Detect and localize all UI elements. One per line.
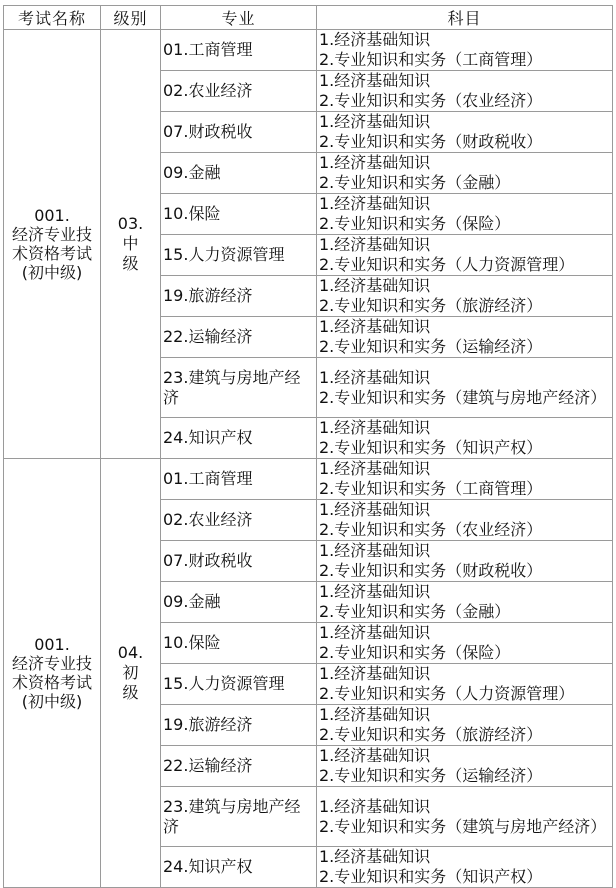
- subject-cell: [317, 541, 613, 582]
- major-cell: 01.工商管理: [161, 30, 317, 71]
- subject-line-2: 2.专业知识和实务（财政税收）: [319, 561, 543, 580]
- subject-line-1: 1.经济基础知识: [319, 235, 431, 254]
- exam-name-text: 001. 经济专业技术资格考试(初中级): [11, 635, 92, 711]
- major-cell: 09.金融: [161, 582, 317, 623]
- subject-line-2: 2.专业知识和实务（农业经济）: [319, 520, 543, 539]
- level-cell: [101, 30, 161, 459]
- subject-cell: [317, 358, 613, 418]
- subject-line-1: 1.经济基础知识: [319, 71, 431, 90]
- major-cell: 10.保险: [161, 194, 317, 235]
- subject-line-2: 2.专业知识和实务（知识产权）: [319, 438, 543, 457]
- major-cell: 02.农业经济: [161, 500, 317, 541]
- major-cell: 22.运输经济: [161, 746, 317, 787]
- level-cell: [101, 459, 161, 888]
- table-row: [4, 30, 613, 71]
- subject-cell: [317, 153, 613, 194]
- subject-cell: [317, 30, 613, 71]
- subject-line-1: 1.经济基础知识: [319, 418, 431, 437]
- subject-line-1: 1.经济基础知识: [319, 500, 431, 519]
- exam-name-cell: [4, 30, 101, 459]
- major-cell: 09.金融: [161, 153, 317, 194]
- subject-cell: [317, 787, 613, 847]
- subject-cell: [317, 664, 613, 705]
- exam-name-text: 001. 经济专业技术资格考试(初中级): [11, 206, 92, 282]
- subject-line-1: 1.经济基础知识: [319, 746, 431, 765]
- header-major: 专业: [161, 6, 317, 30]
- subject-line-1: 1.经济基础知识: [319, 153, 431, 172]
- table-body: [4, 30, 613, 888]
- subject-cell: [317, 459, 613, 500]
- subject-line-2: 2.专业知识和实务（保险）: [319, 214, 511, 233]
- major-cell: 22.运输经济: [161, 317, 317, 358]
- major-cell: 15.人力资源管理: [161, 664, 317, 705]
- major-cell: 02.农业经济: [161, 71, 317, 112]
- major-cell: 23.建筑与房地产经济: [161, 358, 317, 418]
- header-subject: 科目: [317, 6, 613, 30]
- subject-cell: [317, 500, 613, 541]
- subject-cell: [317, 623, 613, 664]
- subject-line-2: 2.专业知识和实务（财政税收）: [319, 132, 543, 151]
- subject-cell: [317, 582, 613, 623]
- subject-line-2: 2.专业知识和实务（金融）: [319, 173, 511, 192]
- subject-cell: [317, 112, 613, 153]
- subject-line-1: 1.经济基础知识: [319, 276, 431, 295]
- exam-name-cell: [4, 459, 101, 888]
- subject-line-1: 1.经济基础知识: [319, 582, 431, 601]
- subject-cell: [317, 276, 613, 317]
- subject-cell: [317, 194, 613, 235]
- subject-line-2: 2.专业知识和实务（金融）: [319, 602, 511, 621]
- header-exam-name: 考试名称: [4, 6, 101, 30]
- exam-subject-table-container: [3, 5, 613, 888]
- subject-line-1: 1.经济基础知识: [319, 847, 431, 866]
- subject-line-1: 1.经济基础知识: [319, 112, 431, 131]
- subject-line-2: 2.专业知识和实务（工商管理）: [319, 50, 543, 69]
- header-level: 级别: [101, 6, 161, 30]
- major-cell: 07.财政税收: [161, 541, 317, 582]
- major-cell: 23.建筑与房地产经济: [161, 787, 317, 847]
- subject-line-1: 1.经济基础知识: [319, 664, 431, 683]
- major-cell: 10.保险: [161, 623, 317, 664]
- subject-cell: [317, 847, 613, 888]
- table-row: [4, 459, 613, 500]
- subject-cell: [317, 235, 613, 276]
- subject-line-1: 1.经济基础知识: [319, 194, 431, 213]
- subject-line-2: 2.专业知识和实务（人力资源管理）: [319, 684, 575, 703]
- exam-subject-table: [3, 5, 613, 888]
- subject-line-2: 2.专业知识和实务（人力资源管理）: [319, 255, 575, 274]
- subject-line-1: 1.经济基础知识: [319, 705, 431, 724]
- major-cell: 24.知识产权: [161, 418, 317, 459]
- subject-line-2: 2.专业知识和实务（建筑与房地产经济）: [319, 816, 607, 836]
- subject-line-1: 1.经济基础知识: [319, 541, 431, 560]
- subject-line-1: 1.经济基础知识: [319, 623, 431, 642]
- subject-line-1: 1.经济基础知识: [319, 30, 431, 49]
- subject-cell: [317, 746, 613, 787]
- subject-line-2: 2.专业知识和实务（旅游经济）: [319, 725, 543, 744]
- level-text: 04. 初 级: [117, 643, 144, 702]
- subject-line-1: 1.经济基础知识: [319, 317, 431, 336]
- subject-line-1: 1.经济基础知识: [319, 459, 431, 478]
- major-cell: 07.财政税收: [161, 112, 317, 153]
- major-cell: 19.旅游经济: [161, 276, 317, 317]
- subject-line-1: 1.经济基础知识: [319, 367, 431, 387]
- major-cell: 24.知识产权: [161, 847, 317, 888]
- subject-line-2: 2.专业知识和实务（保险）: [319, 643, 511, 662]
- major-cell: 15.人力资源管理: [161, 235, 317, 276]
- subject-cell: [317, 705, 613, 746]
- major-cell: 19.旅游经济: [161, 705, 317, 746]
- level-text: 03. 中 级: [117, 214, 144, 273]
- subject-line-1: 1.经济基础知识: [319, 796, 431, 816]
- subject-cell: [317, 317, 613, 358]
- subject-line-2: 2.专业知识和实务（旅游经济）: [319, 296, 543, 315]
- table-header-row: [4, 6, 613, 30]
- subject-line-2: 2.专业知识和实务（运输经济）: [319, 766, 543, 785]
- subject-line-2: 2.专业知识和实务（知识产权）: [319, 867, 543, 886]
- subject-cell: [317, 418, 613, 459]
- subject-line-2: 2.专业知识和实务（工商管理）: [319, 479, 543, 498]
- subject-line-2: 2.专业知识和实务（建筑与房地产经济）: [319, 387, 607, 407]
- subject-line-2: 2.专业知识和实务（运输经济）: [319, 337, 543, 356]
- subject-cell: [317, 71, 613, 112]
- subject-line-2: 2.专业知识和实务（农业经济）: [319, 91, 543, 110]
- major-cell: 01.工商管理: [161, 459, 317, 500]
